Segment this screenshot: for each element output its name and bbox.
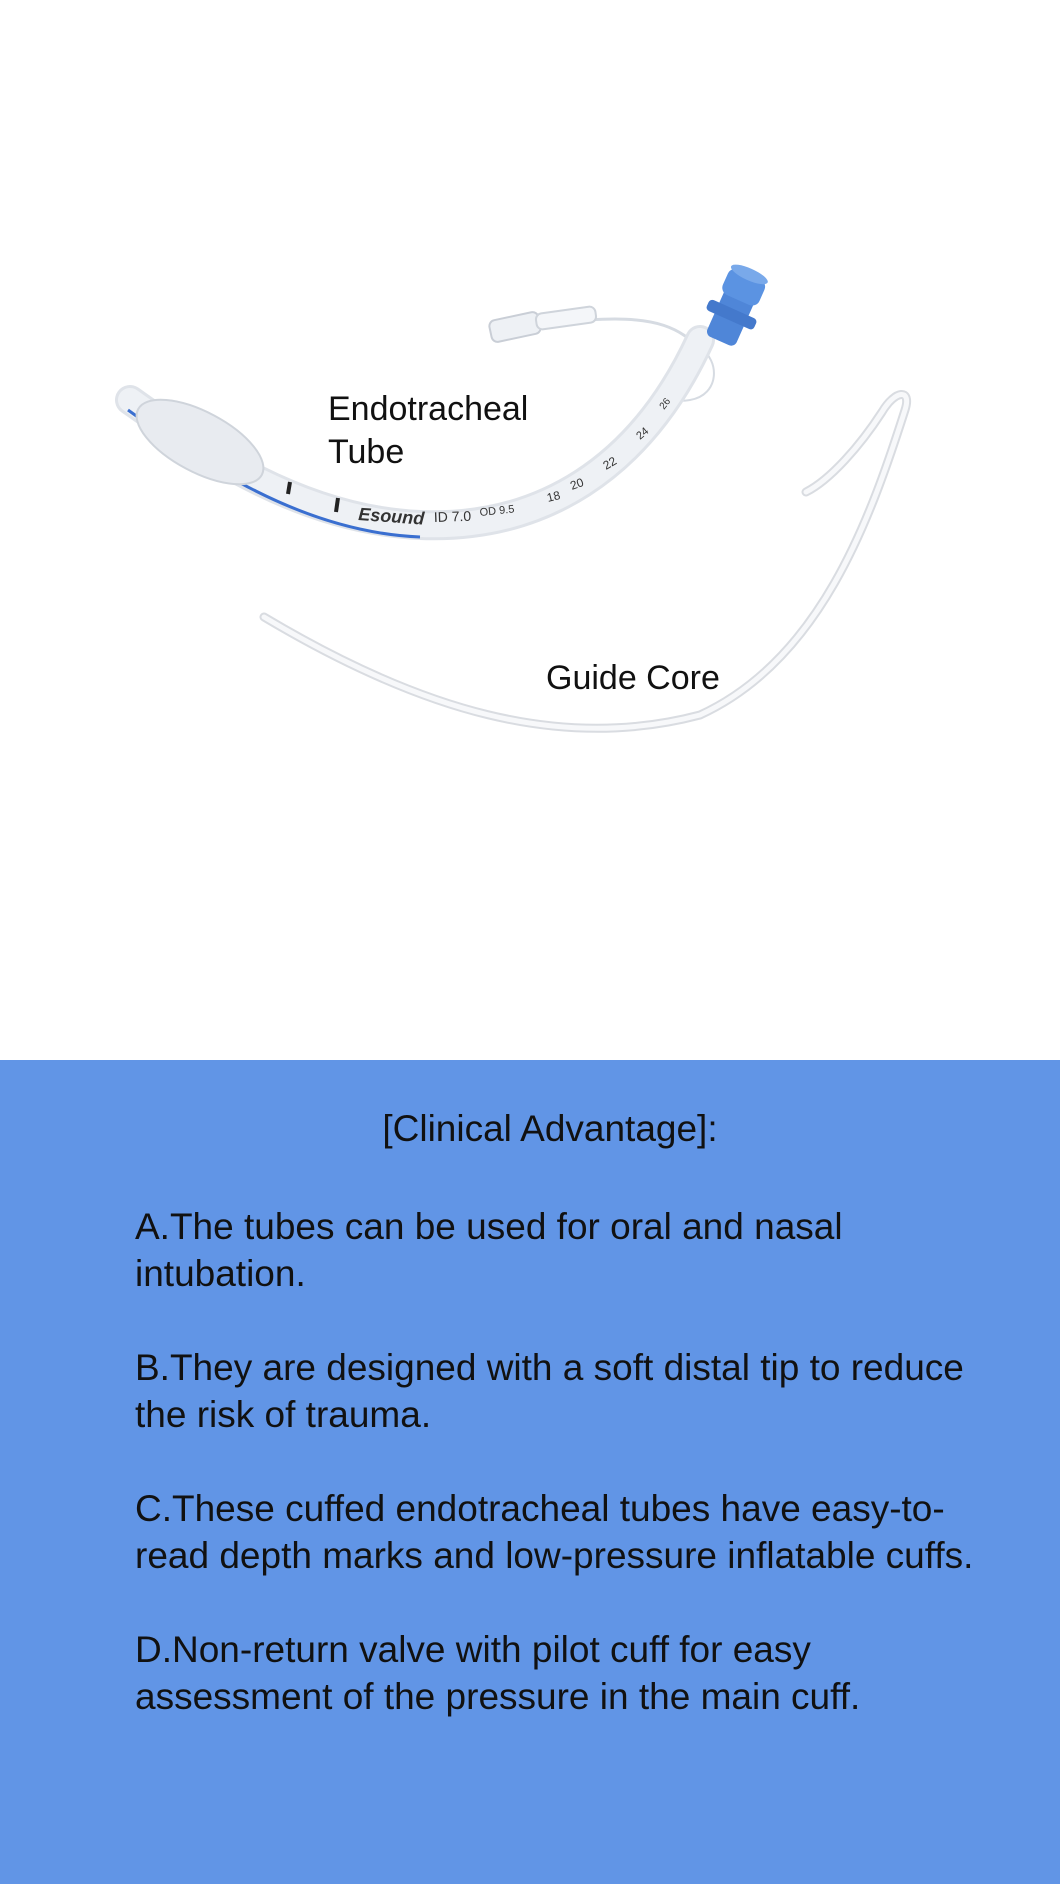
depth-mark-label: 18 (545, 488, 562, 505)
clinical-advantage-panel (0, 1060, 1060, 1884)
advantage-item: B.They are designed with a soft distal tip to reduce the risk of trauma. (135, 1347, 964, 1435)
depth-mark-label: 24 (634, 425, 652, 443)
endotracheal-tube-callout: Endotracheal Tube (328, 390, 529, 471)
tube-inner-diameter: ID 7.0 (433, 507, 472, 525)
tube-brand: Esound (357, 504, 425, 529)
advantage-item: D.Non-return valve with pilot cuff for easy assessment of the pressure in the main cuff. (135, 1629, 861, 1717)
guide-core-callout: Guide Core (546, 659, 720, 697)
pilot-valve (488, 306, 597, 343)
advantage-list (135, 1203, 975, 1767)
advantage-item: C.These cuffed endotracheal tubes have easy-to-read depth marks and low-pressure inflatable cuffs. (135, 1488, 974, 1576)
depth-mark-label: 26 (657, 396, 674, 412)
advantage-item: A.The tubes can be used for oral and nasal intubation. (135, 1206, 843, 1294)
tube-outer-diameter: OD 9.5 (479, 503, 515, 519)
depth-mark-label: 22 (600, 453, 620, 473)
depth-mark-label: 20 (568, 475, 586, 493)
panel-heading: [Clinical Advantage]: (382, 1108, 718, 1149)
